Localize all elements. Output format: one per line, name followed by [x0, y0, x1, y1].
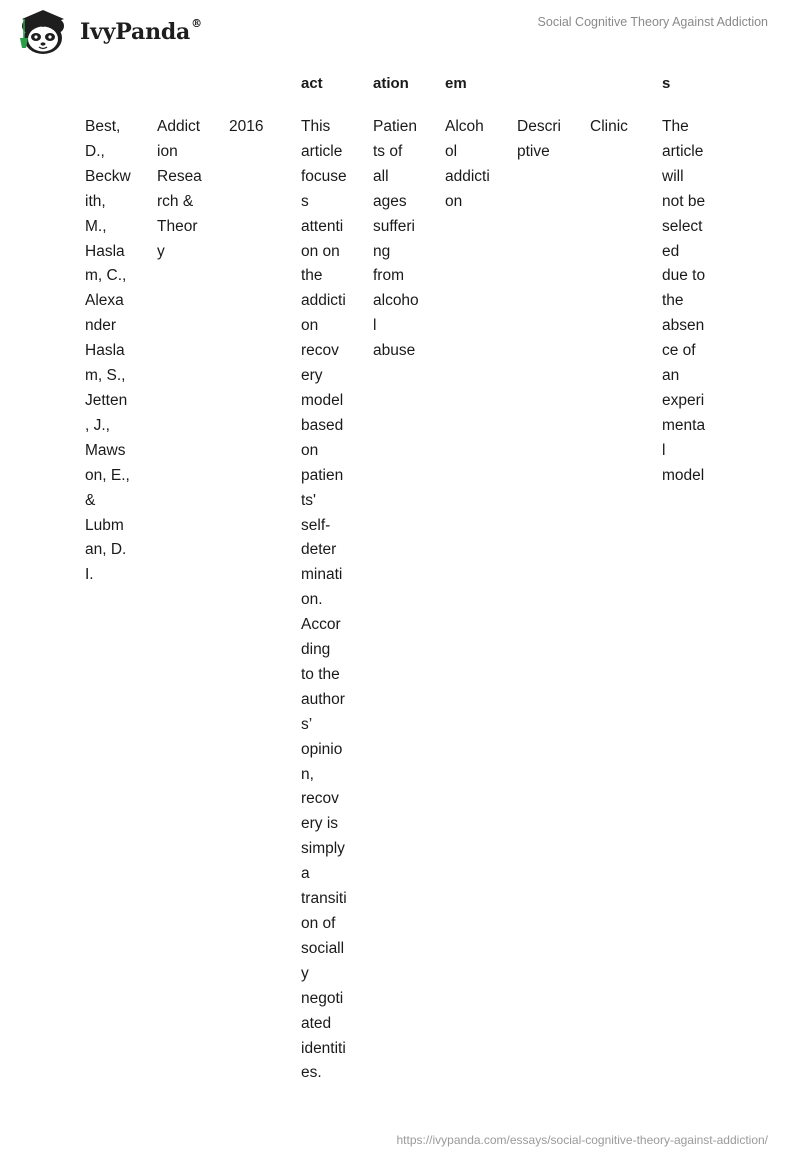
brand-name-text: IvyPanda: [80, 19, 191, 45]
cell-comments: The article will not be select ed due to the absen ce of an experi menta l model: [662, 118, 706, 484]
cell-abstract: This article focuse s attenti on on the addicti on recov ery model based on patien ts' self- deter minati on. Accor ding to the author s’ opinio n, recov ery is simply a transiti on of sociall y negoti ated identiti es.: [301, 118, 347, 1082]
header-cell-fragment: em: [445, 75, 467, 92]
registered-mark: ®: [191, 16, 202, 30]
cell-design: Descri ptive: [517, 118, 561, 160]
panda-graduate-icon: [16, 8, 74, 56]
brand-name: [80, 16, 202, 45]
ivypanda-logo[interactable]: [16, 8, 202, 56]
header-cell-fragment: act: [301, 75, 323, 92]
cell-population: Patien ts of all ages sufferi ng from alcoho l abuse: [373, 118, 419, 360]
header-cell-fragment: ation: [373, 75, 409, 92]
cell-problem: Alcoh ol addicti on: [445, 118, 490, 210]
cell-year: 2016: [229, 118, 264, 135]
cell-journal: Addict ion Resea rch & Theor y: [157, 118, 202, 260]
cell-setting: Clinic: [590, 118, 628, 135]
header-cell-fragment: s: [662, 75, 671, 92]
cell-authors: Best, D., Beckw ith, M., Hasla m, C., Alexa nder Hasla m, S., Jetten , J., Maws on, E., & Lubm an, D. I.: [85, 118, 131, 584]
source-url-link[interactable]: https://ivypanda.com/essays/social-cognitive-theory-against-addiction/: [396, 1133, 768, 1147]
document-title: Social Cognitive Theory Against Addiction: [537, 15, 768, 29]
